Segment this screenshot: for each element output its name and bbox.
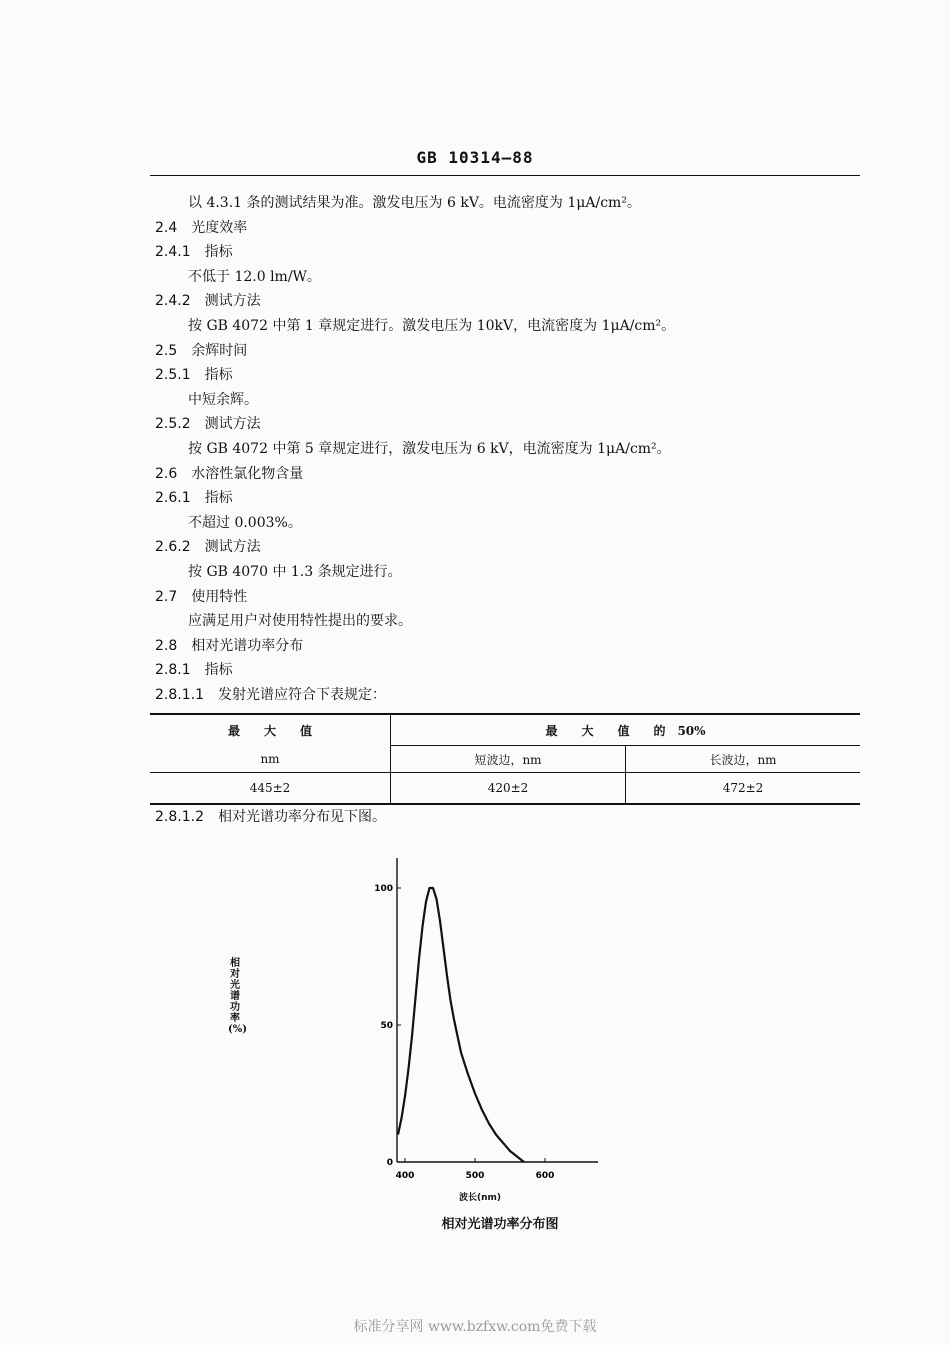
line-text: 指标 [204, 244, 233, 261]
line-text: 不超过 0.003%。 [188, 514, 302, 531]
line-text: 应满足用户对使用特性提出的要求。 [188, 613, 412, 630]
half-max-header: 最 大 值 的 50% [391, 714, 861, 746]
line-text: 水溶性氯化物含量 [191, 465, 304, 482]
line-text: 不低于 12.0 lm/W。 [188, 268, 321, 285]
long-edge-value: 472±2 [626, 773, 861, 805]
section-number: 2.6.2 [155, 539, 191, 556]
line-text: 指标 [204, 662, 233, 679]
line-text: 按 GB 4070 中 1.3 条规定进行。 [188, 564, 402, 580]
line-text: 测试方法 [204, 539, 261, 556]
line-text: 按 GB 4072 中第 5 章规定进行，激发电压为 6 kV，电流密度为 1μA/cm²。 [188, 441, 671, 457]
x-tick-label: 500 [465, 1171, 485, 1181]
peak-value: 445±2 [150, 773, 391, 805]
x-axis-label: 波长(nm) [458, 1193, 501, 1203]
line-text: 测试方法 [204, 293, 261, 310]
x-tick-label: 400 [395, 1171, 415, 1181]
short-edge-header: 短波边，nm [391, 746, 626, 773]
line-text: 使用特性 [191, 588, 248, 605]
line-text: 以 4.3.1 条的测试结果为准。激发电压为 6 kV。电流密度为 1μA/cm²。 [188, 195, 641, 211]
section-number: 2.4.1 [155, 244, 191, 261]
section-number: 2.4.2 [155, 293, 191, 310]
section-number: 2.5 [155, 342, 178, 359]
short-edge-value: 420±2 [391, 773, 626, 805]
line-text: 指标 [204, 367, 233, 384]
peak-unit: nm [150, 746, 391, 773]
line-text: 余辉时间 [191, 342, 248, 359]
section-number: 2.6 [155, 465, 178, 482]
long-edge-header: 长波边，nm [626, 746, 861, 773]
section-number: 2.8.1.1 [155, 687, 204, 703]
line-text: 指标 [204, 490, 233, 507]
line-text: 测试方法 [204, 416, 261, 433]
peak-header: 最 大 值 [150, 714, 391, 746]
line-text: 发射光谱应符合下表规定： [217, 687, 386, 703]
x-tick-label: 600 [535, 1171, 555, 1181]
line-text: 光度效率 [191, 219, 248, 236]
y-tick-label: 100 [374, 884, 393, 894]
section-number: 2.8.1.2 [155, 809, 204, 825]
footer-watermark: 标准分享网 www.bzfxw.com免费下载 [353, 1319, 597, 1335]
section-number: 2.5.1 [155, 367, 191, 384]
y-tick-label: 50 [380, 1021, 393, 1031]
section-number: 2.8 [155, 637, 178, 654]
section-number: 2.6.1 [155, 490, 191, 507]
line-text: 相对光谱功率分布 [191, 637, 304, 654]
line-text: 中短余辉。 [188, 391, 258, 408]
section-number: 2.8.1 [155, 662, 191, 679]
section-text: 相对光谱功率分布见下图。 [217, 809, 386, 825]
standard-header: GB 10314—88 [416, 148, 534, 167]
section-number: 2.4 [155, 219, 178, 236]
spectrum-curve [398, 888, 524, 1162]
section-number: 2.5.2 [155, 416, 191, 433]
section-number: 2.7 [155, 588, 178, 605]
y-axis-label: 相对光谱功率(%) [228, 958, 247, 1035]
chart-caption: 相对光谱功率分布图 [441, 1217, 559, 1232]
y-tick-label: 0 [386, 1158, 393, 1168]
line-text: 按 GB 4072 中第 1 章规定进行。激发电压为 10kV，电流密度为 1μA/cm²。 [188, 318, 676, 334]
